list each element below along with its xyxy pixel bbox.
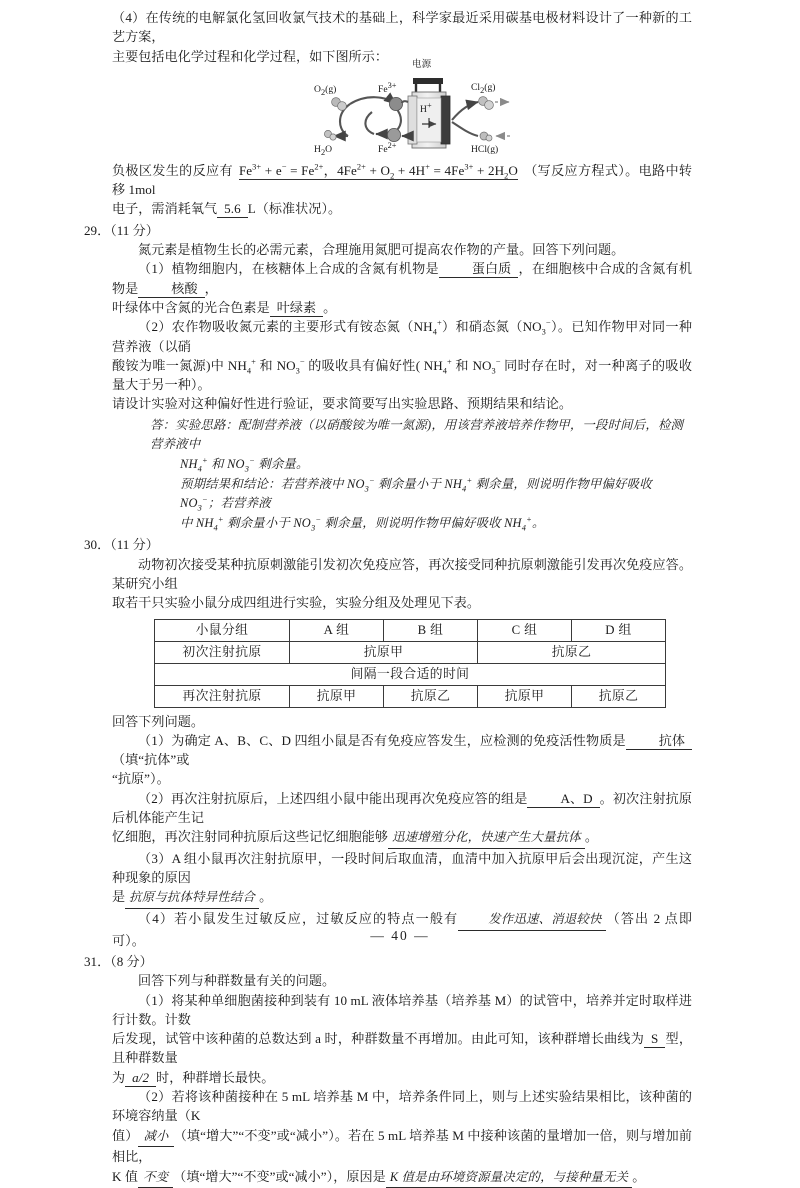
- table-cell-second-injection-label: 再次注射抗原: [155, 685, 290, 707]
- q28-answer-line2: [112, 199, 692, 218]
- q29-p1-c: ，: [204, 280, 218, 296]
- q30-part2-line2: [112, 827, 692, 849]
- q31-blank-half-a: a/2: [125, 1070, 156, 1087]
- q29-blank-protein: 蛋白质: [439, 261, 518, 278]
- q28-answer-prefix: 负极区发生的反应有: [112, 162, 233, 178]
- q29-p1-d: 叶绿体中含氮的光合色素是: [112, 299, 270, 315]
- q31-part2-line1: （2）若将该种菌接种在 5 mL 培养基 M 中，培养条件同上，则与上述实验结果相比，该种菌的环境容纳量（K: [112, 1089, 692, 1124]
- page-content: [84, 8, 693, 1188]
- q29-part2-line3: 请设计实验对这种偏好性进行验证，要求简要写出实验思路、预期结果和结论。: [112, 396, 573, 412]
- q30-part1-line1: [112, 731, 692, 770]
- q29-part2-line1: （2）农作物吸收氮元素的主要形式有铵态氮$(NH_4^+)$和硝态氮$(NO_3^-)$。已知作物甲对同一种营养液（以硝: [112, 318, 692, 354]
- q29-answer-line3: 预期结果和结论：若营养液中 $NO_3^-$ 剩余量小于 $NH_4^+$ 剩余量，则说明作物甲偏好吸收 $NO_3^-$；若营养液: [180, 475, 652, 513]
- q31-p1-l2-b: 型，且种群数量: [112, 1031, 692, 1066]
- table-cell-group-c: C 组: [478, 619, 572, 641]
- figure-label-hplus: H+: [420, 100, 432, 115]
- figure-label-hcl: HCl(g): [471, 143, 499, 155]
- q29-blank-nucleic-acid: 核酸: [138, 281, 204, 298]
- figure-label-fe3: $Fe^{3+}$: [378, 80, 397, 95]
- q30-blank-memory-cells: 迅速增殖分化，快速产生大量抗体: [388, 828, 585, 849]
- q29-p1-a: （1）植物细胞内，在核糖体上合成的含氮有机物是: [138, 261, 439, 277]
- q31-intro: 回答下列与种群数量有关的问题。: [138, 973, 336, 989]
- q28-oxygen-blank: 5.6: [217, 201, 248, 218]
- electrochemistry-figure: [112, 58, 692, 160]
- ion-nh4-3: $NH_4^+$: [423, 357, 452, 376]
- page-number: — 40 —: [370, 928, 430, 943]
- table-row: [155, 663, 666, 685]
- table-cell-second-injection-d: 抗原乙: [572, 685, 666, 707]
- figure-label-cl2: $Cl_2(g)$: [471, 81, 496, 95]
- q30-blank-groups: A、D: [527, 791, 599, 808]
- table-cell-group-b: B 组: [384, 619, 478, 641]
- figure-label-fe2: $Fe^{2+}$: [378, 140, 397, 155]
- q31-p1-l3-a: 为: [112, 1069, 126, 1085]
- q30-blank-allergy: 发作迅速、消退较快: [458, 910, 605, 931]
- q31-part2-line2: [112, 1126, 692, 1167]
- ion-no3-5: $NO_3^-$: [346, 475, 375, 493]
- q28-part4-line1: （4）在传统的电解氯化氢回收氯气技术的基础上，科学家最近采用碳基电极材料设计了一种新的工艺方案，: [112, 10, 692, 45]
- table-cell-second-injection-b: 抗原乙: [384, 685, 478, 707]
- ion-no3-7: $NO_3^-$: [293, 514, 322, 533]
- q29-answer-line1: 答：实验思路：配制营养液（以硝酸铵为唯一氮源)，用该营养液培养作物甲，一段时间后，检测营养液中: [150, 417, 684, 452]
- q30-header: [84, 533, 692, 554]
- table-cell-group-d: D 组: [572, 619, 666, 641]
- q29-answer-block: [112, 416, 692, 534]
- q30-blank-specific-binding: 抗原与抗体特异性结合: [125, 888, 259, 909]
- q28-answer-suffix: （写反应方程式）。电路中转移 1mol: [112, 162, 693, 198]
- ion-nh4-2: $NH_4^+$: [227, 357, 256, 376]
- ion-no3-4: $NO_3^-$: [227, 455, 255, 474]
- ion-nh4-1: $NH_4^+$: [413, 318, 442, 337]
- table-cell-second-injection-c: 抗原甲: [478, 685, 572, 707]
- q30-table-wrap: [112, 619, 692, 708]
- q30-p1-a: （1）为确定 A、B、C、D 四组小鼠是否有免疫应答发生，应检测的免疫活性物质是: [138, 732, 626, 748]
- q28-answer-l2-suffix: L（标准状况）。: [247, 201, 342, 217]
- q28-answer-l2-prefix: 电子，需消耗氧气: [112, 201, 218, 217]
- q29-number: 29．: [84, 222, 111, 238]
- q30-intro-line2: 取若干只实验小鼠分成四组进行实验，实验分组及处理见下表。: [112, 595, 481, 611]
- q31-blank-unchanged: 不变: [138, 1168, 173, 1188]
- table-cell-first-injection-ab: 抗原甲: [290, 641, 478, 663]
- q30-p2-d: 。: [584, 829, 599, 845]
- q30-p3-b: 是: [112, 889, 126, 905]
- q29-p1-e: 。: [323, 299, 337, 315]
- q30-score: （11 分）: [110, 537, 159, 553]
- q29-intro: 氮元素是植物生长的必需元素，合理施用氮肥可提高农作物的产量。回答下列问题。: [138, 242, 625, 258]
- q29-blank-chlorophyll: 叶绿素: [270, 300, 323, 317]
- q31-blank-reason: K 值是由环境资源量决定的，与接种量无关: [386, 1168, 632, 1188]
- q29-header: [84, 219, 692, 240]
- q31-part2-line3: [112, 1167, 692, 1188]
- q31-header: [84, 950, 692, 971]
- table-cell-first-injection-label: 初次注射抗原: [155, 641, 290, 663]
- q31-p2-l2-b: （填“增大”“不变”或“减小”）。若在 5 mL 培养基 M 中接种该菌的量增加一倍，则与增加前相比，: [112, 1127, 692, 1165]
- q30-p1-b: （填“抗体”或: [112, 752, 190, 768]
- q28-equation: $Fe^{3+} + e^- = Fe^{2+}$，$4Fe^{2+} + O_2 + 4H^+ = 4Fe^{3+} + 2H_2O$: [238, 162, 518, 181]
- ion-no3-2: $NO_3^-$: [276, 357, 305, 376]
- q30-p2-c: 忆细胞，再次注射同种抗原后这些记忆细胞能够: [112, 829, 389, 845]
- q31-p1-l3-b: 时，种群增长最快。: [156, 1069, 275, 1085]
- q31-score: （8 分）: [110, 953, 153, 969]
- q29-answer-line2: $NH_4^+$ 和 $NO_3^-$ 剩余量。: [180, 455, 309, 474]
- q31-p2-l3-c: 。: [632, 1168, 646, 1184]
- q30-p3-c: 。: [259, 889, 273, 905]
- q29-score: （11 分）: [110, 222, 159, 238]
- q30-number: 30．: [84, 537, 111, 553]
- mouse-experiment-table: [154, 619, 666, 708]
- q31-number: 31．: [84, 953, 111, 969]
- q30-intro-line1: 动物初次接受某种抗原刺激能引发初次免疫应答，再次接受同种抗原刺激能引发再次免疫应答。某研究小组: [112, 556, 692, 591]
- figure-label-power-source: 电源: [412, 58, 432, 70]
- table-cell-group-a: A 组: [290, 619, 384, 641]
- q30-part1-line2: “抗原”）。: [112, 771, 170, 787]
- ion-nh4-7: $NH_4^+$: [504, 514, 532, 533]
- q30-blank-antibody: 抗体: [626, 733, 692, 750]
- table-row: [155, 641, 666, 663]
- q30-after-table: 回答下列问题。: [112, 713, 205, 729]
- figure-label-o2: $O_2(g)$: [314, 83, 337, 97]
- ion-nh4-6: $NH_4^+$: [195, 514, 224, 533]
- q31-part1-line1: （1）将某种单细胞菌接种到装有 10 mL 液体培养基（培养基 M）的试管中，培养并定时取样进行计数。计数: [112, 992, 692, 1027]
- q30-part3-line1: （3）A 组小鼠再次注射抗原甲，一段时间后取血清，血清中加入抗原甲后会出现沉淀，产生这种现象的原因: [112, 850, 692, 886]
- figure-canvas: [312, 58, 542, 165]
- q30-part2-line1: [112, 789, 692, 828]
- q28-answer-line1: [112, 161, 692, 200]
- table-cell-second-injection-a: 抗原甲: [290, 685, 384, 707]
- table-row: [155, 685, 666, 707]
- q28-part4-line2: 主要包括电化学过程和化学过程，如下图所示：: [112, 48, 389, 64]
- ion-no3-6: $NO_3^-$: [180, 495, 208, 513]
- q30-p4-b: （答出 2 点即可）。: [112, 911, 692, 948]
- q31-part1-line3: [112, 1068, 692, 1087]
- q31-p1-l2-a: 后发现，试管中该种菌的总数达到 a 时，种群数量不再增加。由此可知，该种群增长曲线为: [112, 1031, 645, 1047]
- table-cell-first-injection-cd: 抗原乙: [478, 641, 666, 663]
- ion-no3-3: $NO_3^-$: [472, 357, 501, 376]
- q29-answer-line4: 中 $NH_4^+$ 剩余量小于 $NO_3^-$ 剩余量，则说明作物甲偏好吸收 $NH_4^+$。: [180, 514, 545, 533]
- table-cell-interval: 间隔一段合适的时间: [155, 663, 666, 685]
- q31-blank-curve-type: S: [644, 1031, 665, 1048]
- q29-p1-b: ，在细胞核中合成的含氮有机物是: [112, 261, 692, 296]
- q31-blank-decrease: 减小: [138, 1127, 173, 1148]
- q31-p2-l2-a: 值）: [112, 1127, 139, 1143]
- figure-label-h2o: $H_2O$: [314, 143, 333, 157]
- ion-nh4-5: $NH_4^+$: [444, 475, 473, 493]
- q31-part1-line2: [112, 1029, 692, 1068]
- q30-p2-b: 。初次注射抗原后机体能产生记: [112, 790, 692, 825]
- q31-p2-l3-a: K 值: [112, 1168, 138, 1184]
- ion-no3-1: $NO_3^-$: [522, 318, 551, 337]
- q30-p4-a: （4）若小鼠发生过敏反应，过敏反应的特点一般有: [138, 911, 459, 927]
- q30-part3-line2: [112, 887, 692, 909]
- q31-p2-l3-b: （填“增大”“不变”或“减小”），原因是: [173, 1168, 386, 1184]
- q29-part1-line1: [112, 259, 692, 298]
- q30-p2-a: （2）再次注射抗原后，上述四组小鼠中能出现再次免疫应答的组是: [138, 790, 528, 806]
- table-row: [155, 619, 666, 641]
- table-cell-group-header: 小鼠分组: [155, 619, 290, 641]
- q29-part2-line2: 酸铵为唯一氮源)中 $NH_4^+$ 和 $NO_3^-$ 的吸收具有偏好性( $NH_4^+$ 和 $NO_3^-$ 同时存在时，对一种离子的吸收量大于另一种）。: [112, 357, 693, 393]
- q29-part1-line2: [112, 298, 692, 317]
- ion-nh4-4: $NH_4^+$: [180, 455, 208, 474]
